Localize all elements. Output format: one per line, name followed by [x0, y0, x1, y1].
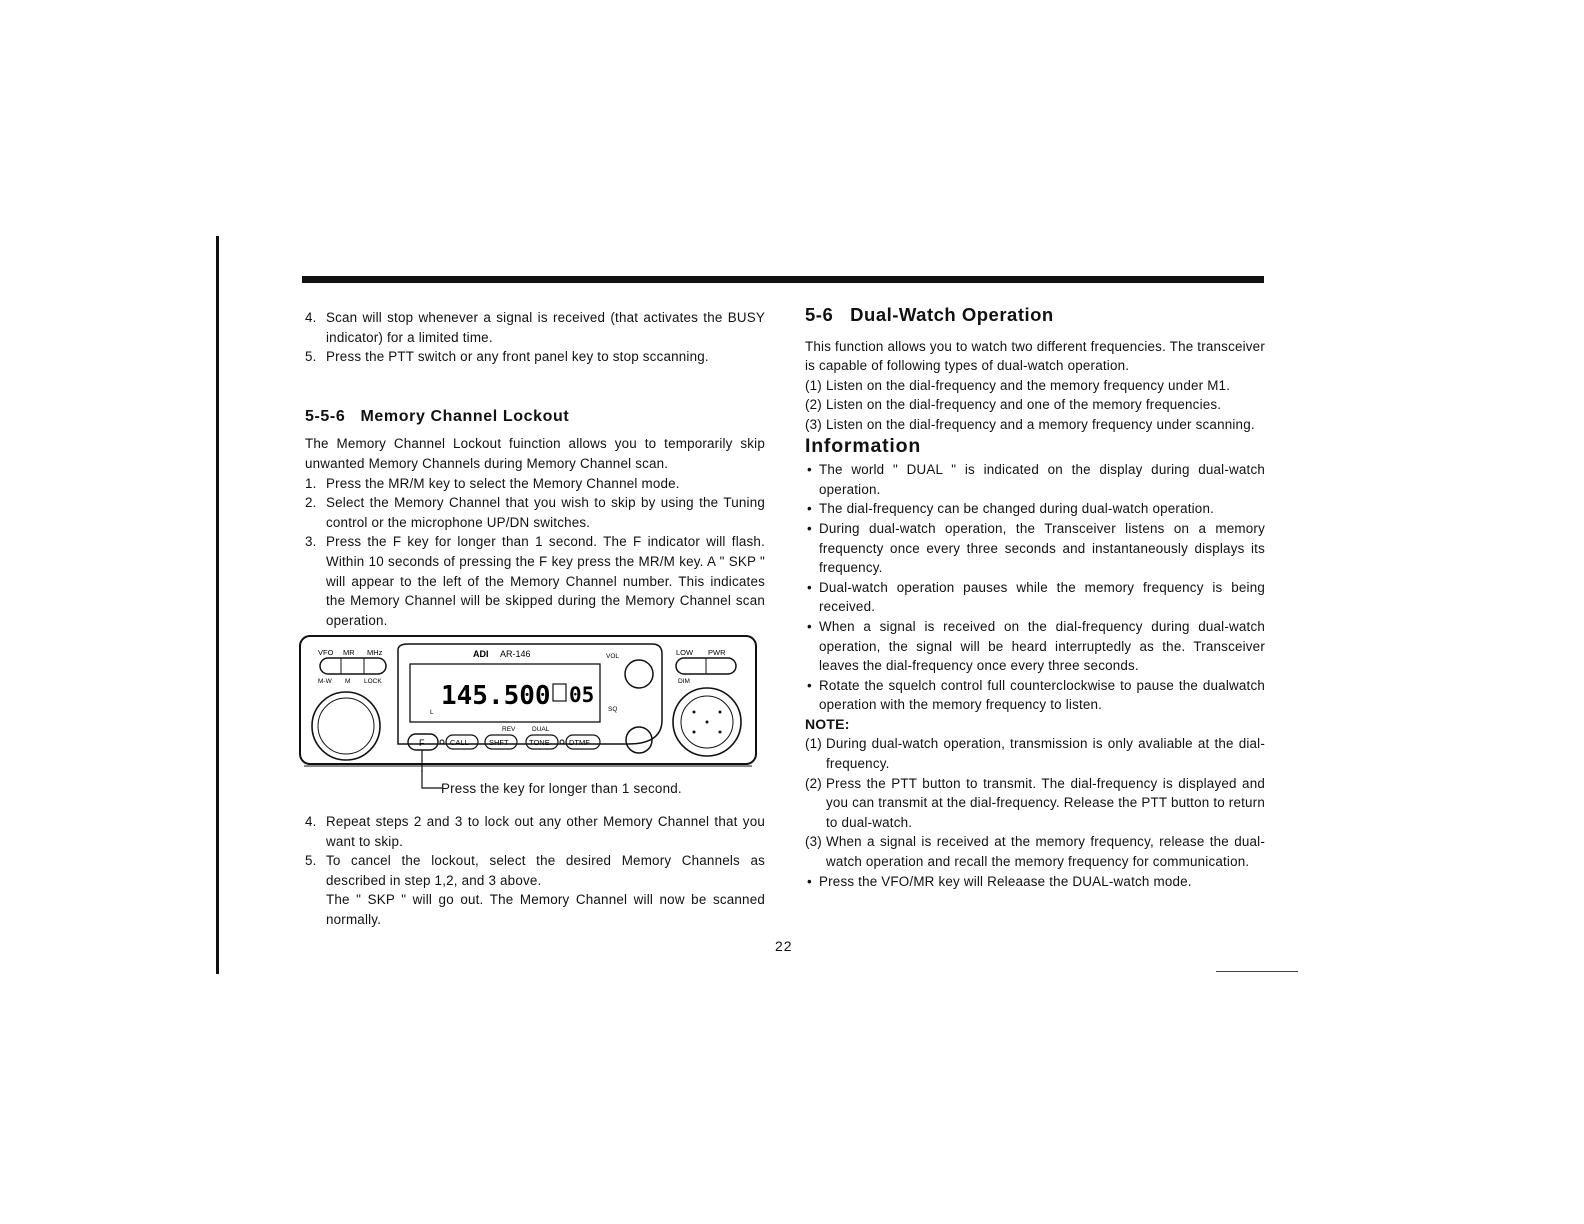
item-text: Listen on the dial-frequency and a memory frequency under scanning. [826, 416, 1255, 432]
tuning-knob [312, 692, 380, 760]
list-item [305, 493, 765, 532]
shift-key-label: SHFT [489, 738, 509, 747]
item-text: To cancel the lockout, select the desired Memory Channels as described in step 1,2, and 3 above. [326, 853, 765, 888]
vol-label: VOL [606, 653, 620, 660]
speaker-hole [719, 711, 722, 714]
bullet-text: During dual-watch operation, the Transceiver listens on a memory frequencty once every three seconds and instantaneously displays its frequency. [819, 520, 1265, 576]
dtmf-key-label: DTMF [569, 738, 590, 747]
f-key-label: F [419, 738, 425, 748]
function-slide-switch [320, 658, 386, 674]
info-bullet [805, 519, 1265, 578]
item-number: 1. [305, 475, 317, 491]
item-number: (3) [805, 416, 822, 432]
figure-caption: Press the key for longer than 1 second. [441, 781, 682, 796]
item-text: Press the PTT button to transmit. The dial-frequency is displayed and you can transmit at the dial-frequency. Release the PTT button to return to dual-watch. [826, 775, 1265, 830]
squelch-knob [626, 727, 652, 753]
list-item [305, 308, 765, 347]
dim-label: DIM [678, 678, 690, 685]
footer-rule [1216, 971, 1298, 972]
item-number: 2. [305, 495, 317, 511]
item-text: When a signal is received at the memory frequency, release the dual-watch operation and recall the memory frequency for communication. [826, 834, 1265, 870]
final-bullet [805, 872, 1265, 892]
item-number: 3. [305, 534, 317, 550]
item-text: Press the F key for longer than 1 second. The F indicator will flash. Within 10 seconds of pressing the F key press the MR/M key. A " SKP " will appear to the left of the Memory Channel number. This indicates the Memory Channel will be skipped during the Memory Channel scan operation. [326, 534, 765, 628]
call-key-label: CALL [450, 738, 469, 747]
switch-label-m: M [345, 678, 351, 685]
model-name: AR-146 [500, 649, 531, 659]
bullet-text: Dual-watch operation pauses while the memory frequency is being received. [819, 579, 1265, 615]
scan-margin-line [216, 236, 219, 974]
header-rule [302, 276, 1264, 283]
information-heading: Information [805, 434, 922, 457]
skp-indicator [553, 684, 566, 701]
bullet-icon: • [807, 618, 812, 634]
section-heading: 5-6 Dual-Watch Operation [805, 304, 1054, 325]
section-heading: 5-5-6 Memory Channel Lockout [305, 407, 570, 425]
callout-elbow [418, 770, 442, 794]
item-text: Scan will stop whenever a signal is received (that activates the BUSY indicator) for a limited time. [326, 310, 765, 345]
item-number: (1) [805, 736, 822, 752]
list-item [305, 532, 765, 630]
info-bullet [805, 499, 1265, 519]
bullet-icon: • [807, 462, 812, 478]
lockout-cancel-note: The " SKP " will go out. The Memory Channel will now be scanned normally. [326, 892, 765, 927]
item-text: Select the Memory Channel that you wish to skip by using the Tuning control or the microphone UP/DN switches. [326, 495, 765, 530]
bullet-text: The dial-frequency can be changed during dual-watch operation. [819, 501, 1215, 517]
bullet-text: The world " DUAL " is indicated on the display during dual-watch operation. [819, 462, 1265, 497]
page-number: 22 [775, 938, 793, 954]
bullet-icon: • [807, 677, 812, 693]
section-intro: The Memory Channel Lockout fuinction allows you to temporarily skip unwanted Memory Channels during Memory Channel scan. [305, 436, 765, 471]
rev-label: REV [502, 726, 516, 733]
list-item [305, 812, 765, 851]
item-number: 5. [305, 853, 317, 869]
bullet-icon: • [807, 873, 812, 889]
note-item [805, 774, 1265, 833]
switch-label-vfo: VFO [318, 648, 334, 657]
item-text: During dual-watch operation, transmission is only avaliable at the dial-frequency. [826, 736, 1265, 772]
pwr-label: PWR [708, 648, 726, 657]
item-number: 5. [305, 349, 317, 365]
right-column [805, 305, 1265, 891]
speaker-hole [719, 731, 722, 734]
item-number: 4. [305, 814, 317, 829]
left-column-top [305, 308, 765, 630]
switch-label-mw: M-W [318, 678, 332, 685]
tuning-knob-inner [318, 698, 374, 754]
item-text: Press the PTT switch or any front panel key to stop sccanning. [326, 349, 709, 365]
item-number: (1) [805, 377, 822, 393]
item-number: (2) [805, 397, 822, 413]
bullet-icon: • [807, 501, 812, 517]
channel-readout: 05 [569, 683, 595, 707]
list-item [305, 851, 765, 890]
info-bullet [805, 617, 1265, 676]
item-number: 4. [305, 310, 317, 325]
item-text: Listen on the dial-frequency and the memory frequency under M1. [826, 377, 1231, 393]
radio-front-panel-figure [298, 634, 760, 774]
frequency-readout: 145.500 [441, 681, 551, 711]
sq-label: SQ [608, 706, 618, 713]
switch-label-lock: LOCK [364, 678, 382, 685]
dual-label: DUAL [532, 726, 550, 733]
bullet-text: Rotate the squelch control full counterclockwise to pause the dualwatch operation with the memory frequency to listen. [819, 677, 1265, 713]
lcd-label-l: L [430, 709, 434, 716]
info-bullet [805, 578, 1265, 617]
volume-knob [625, 660, 653, 688]
note-item [805, 734, 1265, 773]
bullet-icon: • [807, 520, 812, 536]
bullet-icon: • [807, 579, 812, 595]
item-number: (3) [805, 834, 822, 850]
item-number: (2) [805, 775, 822, 791]
item-text: Press the MR/M key to select the Memory Channel mode. [326, 475, 680, 491]
info-bullet [805, 460, 1265, 499]
bullet-text: Press the VFO/MR key will Releaase the DUAL-watch mode. [819, 873, 1192, 889]
note-heading: NOTE: [805, 715, 850, 732]
list-item [305, 474, 765, 494]
low-label: LOW [676, 648, 694, 657]
note-item [805, 832, 1265, 871]
speaker-hole [693, 711, 696, 714]
speaker-hole [706, 721, 709, 724]
info-bullet [805, 676, 1265, 715]
item-text: Listen on the dial-frequency and one of the memory frequencies. [826, 397, 1222, 413]
speaker-hole [693, 731, 696, 734]
tone-key-label: TONE [529, 738, 550, 747]
section-intro: This function allows you to watch two different frequencies. The transceiver is capable of following types of dual-watch operation. [805, 338, 1265, 374]
bullet-text: When a signal is received on the dial-frequency during dual-watch operation, the signal will be heard interruptedly as the. Transceiver leaves the dial-frequency once every three seconds. [819, 618, 1265, 674]
switch-label-mhz: MHz [367, 648, 383, 657]
item-text: Repeat steps 2 and 3 to lock out any other Memory Channel that you want to skip. [326, 814, 765, 849]
list-item [805, 395, 1265, 415]
left-column-bottom [305, 812, 765, 930]
list-item [805, 415, 1265, 435]
brand-logo: ADI [473, 649, 489, 659]
list-item [305, 347, 765, 367]
switch-label-mr: MR [343, 648, 355, 657]
list-item [805, 376, 1265, 396]
